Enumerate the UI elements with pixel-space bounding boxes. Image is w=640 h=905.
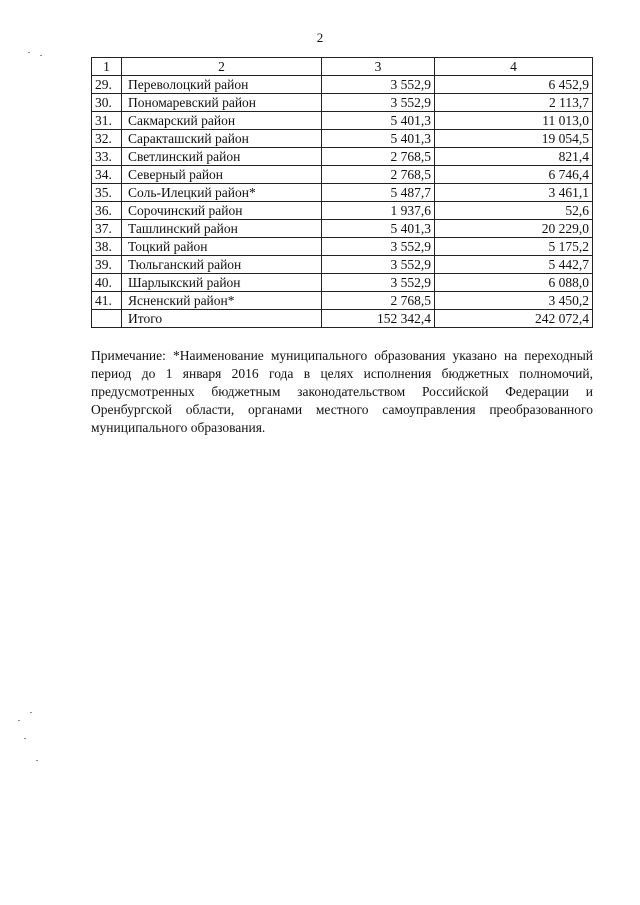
column-3-value-cell: 3 552,9 [322, 76, 435, 94]
row-number-cell: 36. [92, 202, 122, 220]
district-name-cell: Сорочинский район [122, 202, 322, 220]
scan-speck [18, 720, 20, 721]
column-3-value-cell: 3 552,9 [322, 256, 435, 274]
row-number-cell: 39. [92, 256, 122, 274]
column-4-value-cell: 52,6 [435, 202, 593, 220]
table-row [92, 238, 593, 256]
column-4-value-cell: 20 229,0 [435, 220, 593, 238]
row-number-cell: 31. [92, 112, 122, 130]
district-name-cell: Переволоцкий район [122, 76, 322, 94]
row-number-cell: 40. [92, 274, 122, 292]
column-3-value-cell: 3 552,9 [322, 274, 435, 292]
column-4-value-cell: 19 054,5 [435, 130, 593, 148]
total-empty-cell [92, 310, 122, 328]
table-row [92, 292, 593, 310]
district-name-cell: Шарлыкский район [122, 274, 322, 292]
column-3-value-cell: 5 401,3 [322, 220, 435, 238]
district-name-cell: Северный район [122, 166, 322, 184]
row-number-cell: 33. [92, 148, 122, 166]
footnote: Примечание: *Наименование муниципального образования указано на переходный период до 1 января 2016 года в целях исполнения бюджетных полномочий, предусмотренных бюджетным законодательством Российской Федерации и Оренбургской области, органами местного самоуправления преобразованного муниципального образования. [91, 348, 593, 435]
column-4-value-cell: 3 461,1 [435, 184, 593, 202]
district-name-cell: Сакмарский район [122, 112, 322, 130]
table-row [92, 76, 593, 94]
scan-speck [24, 738, 26, 739]
table-row [92, 202, 593, 220]
row-number-cell: 38. [92, 238, 122, 256]
scan-speck [28, 52, 30, 53]
column-4-value-cell: 6 452,9 [435, 76, 593, 94]
total-column-4-cell: 242 072,4 [435, 310, 593, 328]
row-number-cell: 34. [92, 166, 122, 184]
table-header-row [92, 58, 593, 76]
column-3-value-cell: 5 401,3 [322, 112, 435, 130]
header-cell: 2 [122, 58, 322, 76]
district-name-cell: Тоцкий район [122, 238, 322, 256]
row-number-cell: 30. [92, 94, 122, 112]
column-3-value-cell: 2 768,5 [322, 292, 435, 310]
column-3-value-cell: 3 552,9 [322, 238, 435, 256]
header-cell: 3 [322, 58, 435, 76]
column-3-value-cell: 2 768,5 [322, 148, 435, 166]
total-label-cell: Итого [122, 310, 322, 328]
column-3-value-cell: 3 552,9 [322, 94, 435, 112]
row-number-cell: 29. [92, 76, 122, 94]
table-row [92, 220, 593, 238]
column-4-value-cell: 2 113,7 [435, 94, 593, 112]
column-3-value-cell: 5 401,3 [322, 130, 435, 148]
column-4-value-cell: 11 013,0 [435, 112, 593, 130]
district-name-cell: Ташлинский район [122, 220, 322, 238]
table-row [92, 166, 593, 184]
column-3-value-cell: 2 768,5 [322, 166, 435, 184]
table-row [92, 148, 593, 166]
district-name-cell: Пономаревский район [122, 94, 322, 112]
column-4-value-cell: 5 175,2 [435, 238, 593, 256]
page-number: 2 [316, 30, 324, 45]
column-4-value-cell: 821,4 [435, 148, 593, 166]
district-name-cell: Светлинский район [122, 148, 322, 166]
table-row [92, 256, 593, 274]
row-number-cell: 32. [92, 130, 122, 148]
header-cell: 4 [435, 58, 593, 76]
total-column-3-cell: 152 342,4 [322, 310, 435, 328]
table-row [92, 274, 593, 292]
table-row [92, 94, 593, 112]
column-3-value-cell: 5 487,7 [322, 184, 435, 202]
column-4-value-cell: 6 088,0 [435, 274, 593, 292]
scan-speck [40, 55, 42, 56]
district-name-cell: Тюльганский район [122, 256, 322, 274]
district-name-cell: Ясненский район* [122, 292, 322, 310]
header-cell: 1 [92, 58, 122, 76]
column-4-value-cell: 3 450,2 [435, 292, 593, 310]
row-number-cell: 41. [92, 292, 122, 310]
row-number-cell: 37. [92, 220, 122, 238]
table-row [92, 130, 593, 148]
table-body [92, 58, 593, 328]
row-number-cell: 35. [92, 184, 122, 202]
table-row [92, 112, 593, 130]
district-name-cell: Саракташский район [122, 130, 322, 148]
budget-table [91, 57, 593, 328]
column-4-value-cell: 5 442,7 [435, 256, 593, 274]
column-4-value-cell: 6 746,4 [435, 166, 593, 184]
scan-speck [30, 712, 32, 713]
budget-table-container [91, 57, 592, 328]
district-name-cell: Соль-Илецкий район* [122, 184, 322, 202]
column-3-value-cell: 1 937,6 [322, 202, 435, 220]
scan-speck [36, 760, 38, 761]
table-row [92, 184, 593, 202]
total-row [92, 310, 593, 328]
